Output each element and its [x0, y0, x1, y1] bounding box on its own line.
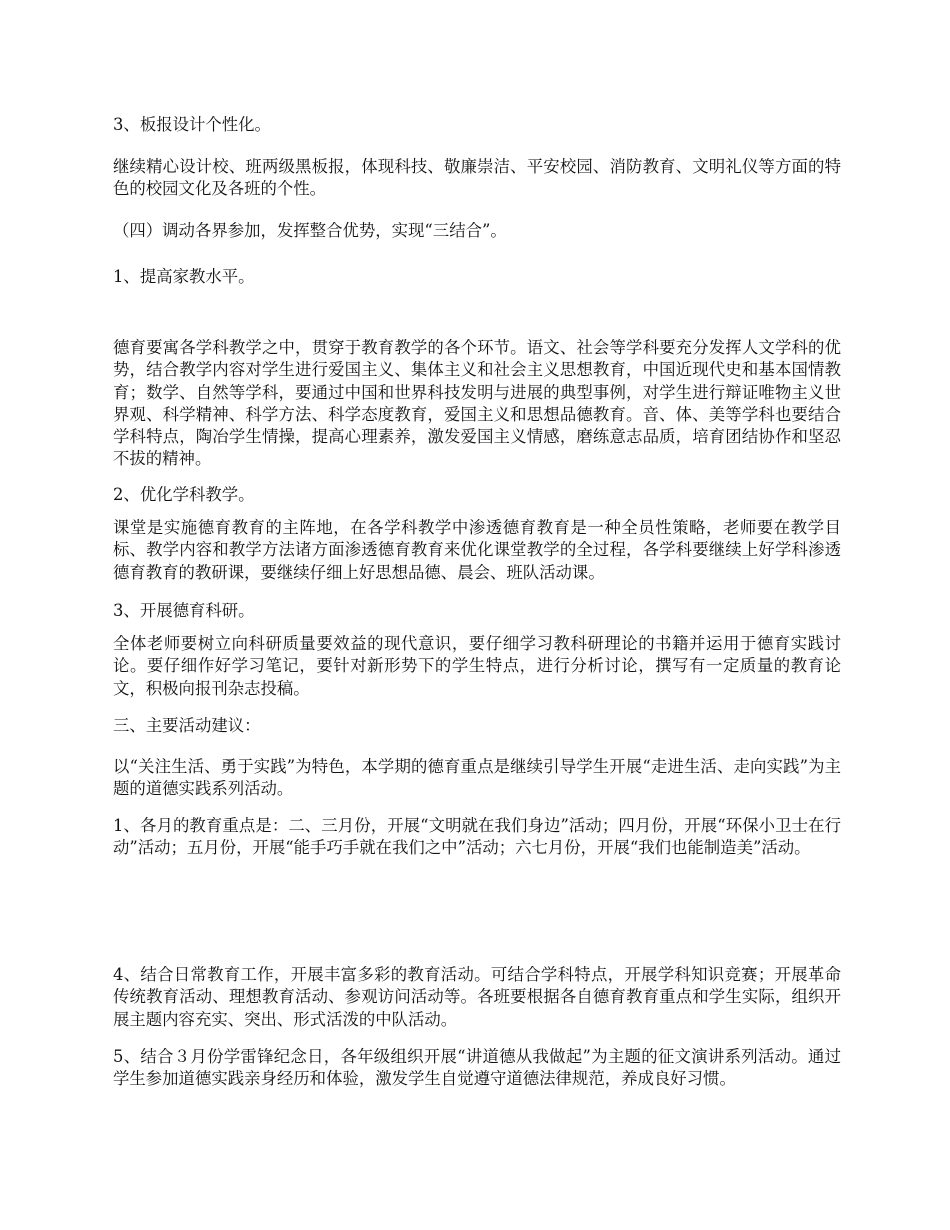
heading-family-education: 1、提高家教水平。 [113, 267, 255, 286]
heading-main-activities: 三、主要活动建议： [113, 716, 261, 735]
paragraph-daily-activities: 4、结合日常教育工作，开展丰富多彩的教育活动。可结合学科特点，开展学科知识竞赛；开展革命传统教育活动、理想教育活动、参观访问活动等。各班要根据各自德育教育重点和学生实际，组织开展主题内容充实、突出、形式活泼的中队活动。 [113, 965, 841, 1029]
paragraph-blackboard: 继续精心设计校、班两级黑板报，体现科技、敬廉崇洁、平安校园、消防教育、文明礼仪等方面的特色的校园文化及各班的个性。 [113, 157, 841, 199]
paragraph-classroom: 课堂是实施德育教育的主阵地，在各学科教学中渗透德育教育是一种全员性策略，老师要在教学目标、教学内容和教学方法诸方面渗透德育教育来优化课堂教学的全过程，各学科要继续上好学科渗透德育教育的教研课，要继续仔细上好思想品德、晨会、班队活动课。 [113, 518, 841, 582]
paragraph-moral-in-subjects: 德育要寓各学科教学之中，贯穿于教育教学的各个环节。语文、社会等学科要充分发挥人文学科的优势，结合教学内容对学生进行爱国主义、集体主义和社会主义思想教育，中国近现代史和基本国情教育；数学、自然等学科，要通过中国和世界科技发明与进展的典型事例，对学生进行辩证唯物主义世界观、科学精神、科学方法、科学态度教育，爱国主义和思想品德教育。音、体、美等学科也要结合学科特点，陶冶学生情操，提高心理素养，激发爱国主义情感，磨练意志品质，培育团结协作和坚忍不拔的精神。 [113, 338, 841, 469]
heading-section-four: （四）调动各界参加，发挥整合优势，实现“三结合”。 [113, 221, 507, 240]
paragraph-lei-feng-day: 5、结合３月份学雷锋纪念日，各年级组织开展“讲道德从我做起”为主题的征文演讲系列活动。通过学生参加道德实践亲身经历和体验，激发学生自觉遵守道德法律规范，养成良好习惯。 [113, 1047, 841, 1089]
paragraph-monthly-focus: 1、各月的教育重点是：二、三月份，开展“文明就在我们身边”活动；四月份，开展“环保小卫士在行动”活动；五月份，开展“能手巧手就在我们之中”活动；六七月份，开展“我们也能制造美”活动。 [113, 816, 841, 858]
paragraph-research: 全体老师要树立向科研质量要效益的现代意识，要仔细学习教科研理论的书籍并运用于德育实践讨论。要仔细作好学习笔记，要针对新形势下的学生特点，进行分析讨论，撰写有一定质量的教育论文，积极向报刊杂志投稿。 [113, 634, 841, 698]
heading-optimize-teaching: 2、优化学科教学。 [113, 485, 255, 504]
paragraph-activity-theme: 以“关注生活、勇于实践”为特色，本学期的德育重点是继续引导学生开展“走进生活、走向实践”为主题的道德实践系列活动。 [113, 757, 841, 799]
heading-moral-research: 3、开展德育科研。 [113, 601, 255, 620]
heading-blackboard-design: 3、板报设计个性化。 [113, 115, 271, 134]
